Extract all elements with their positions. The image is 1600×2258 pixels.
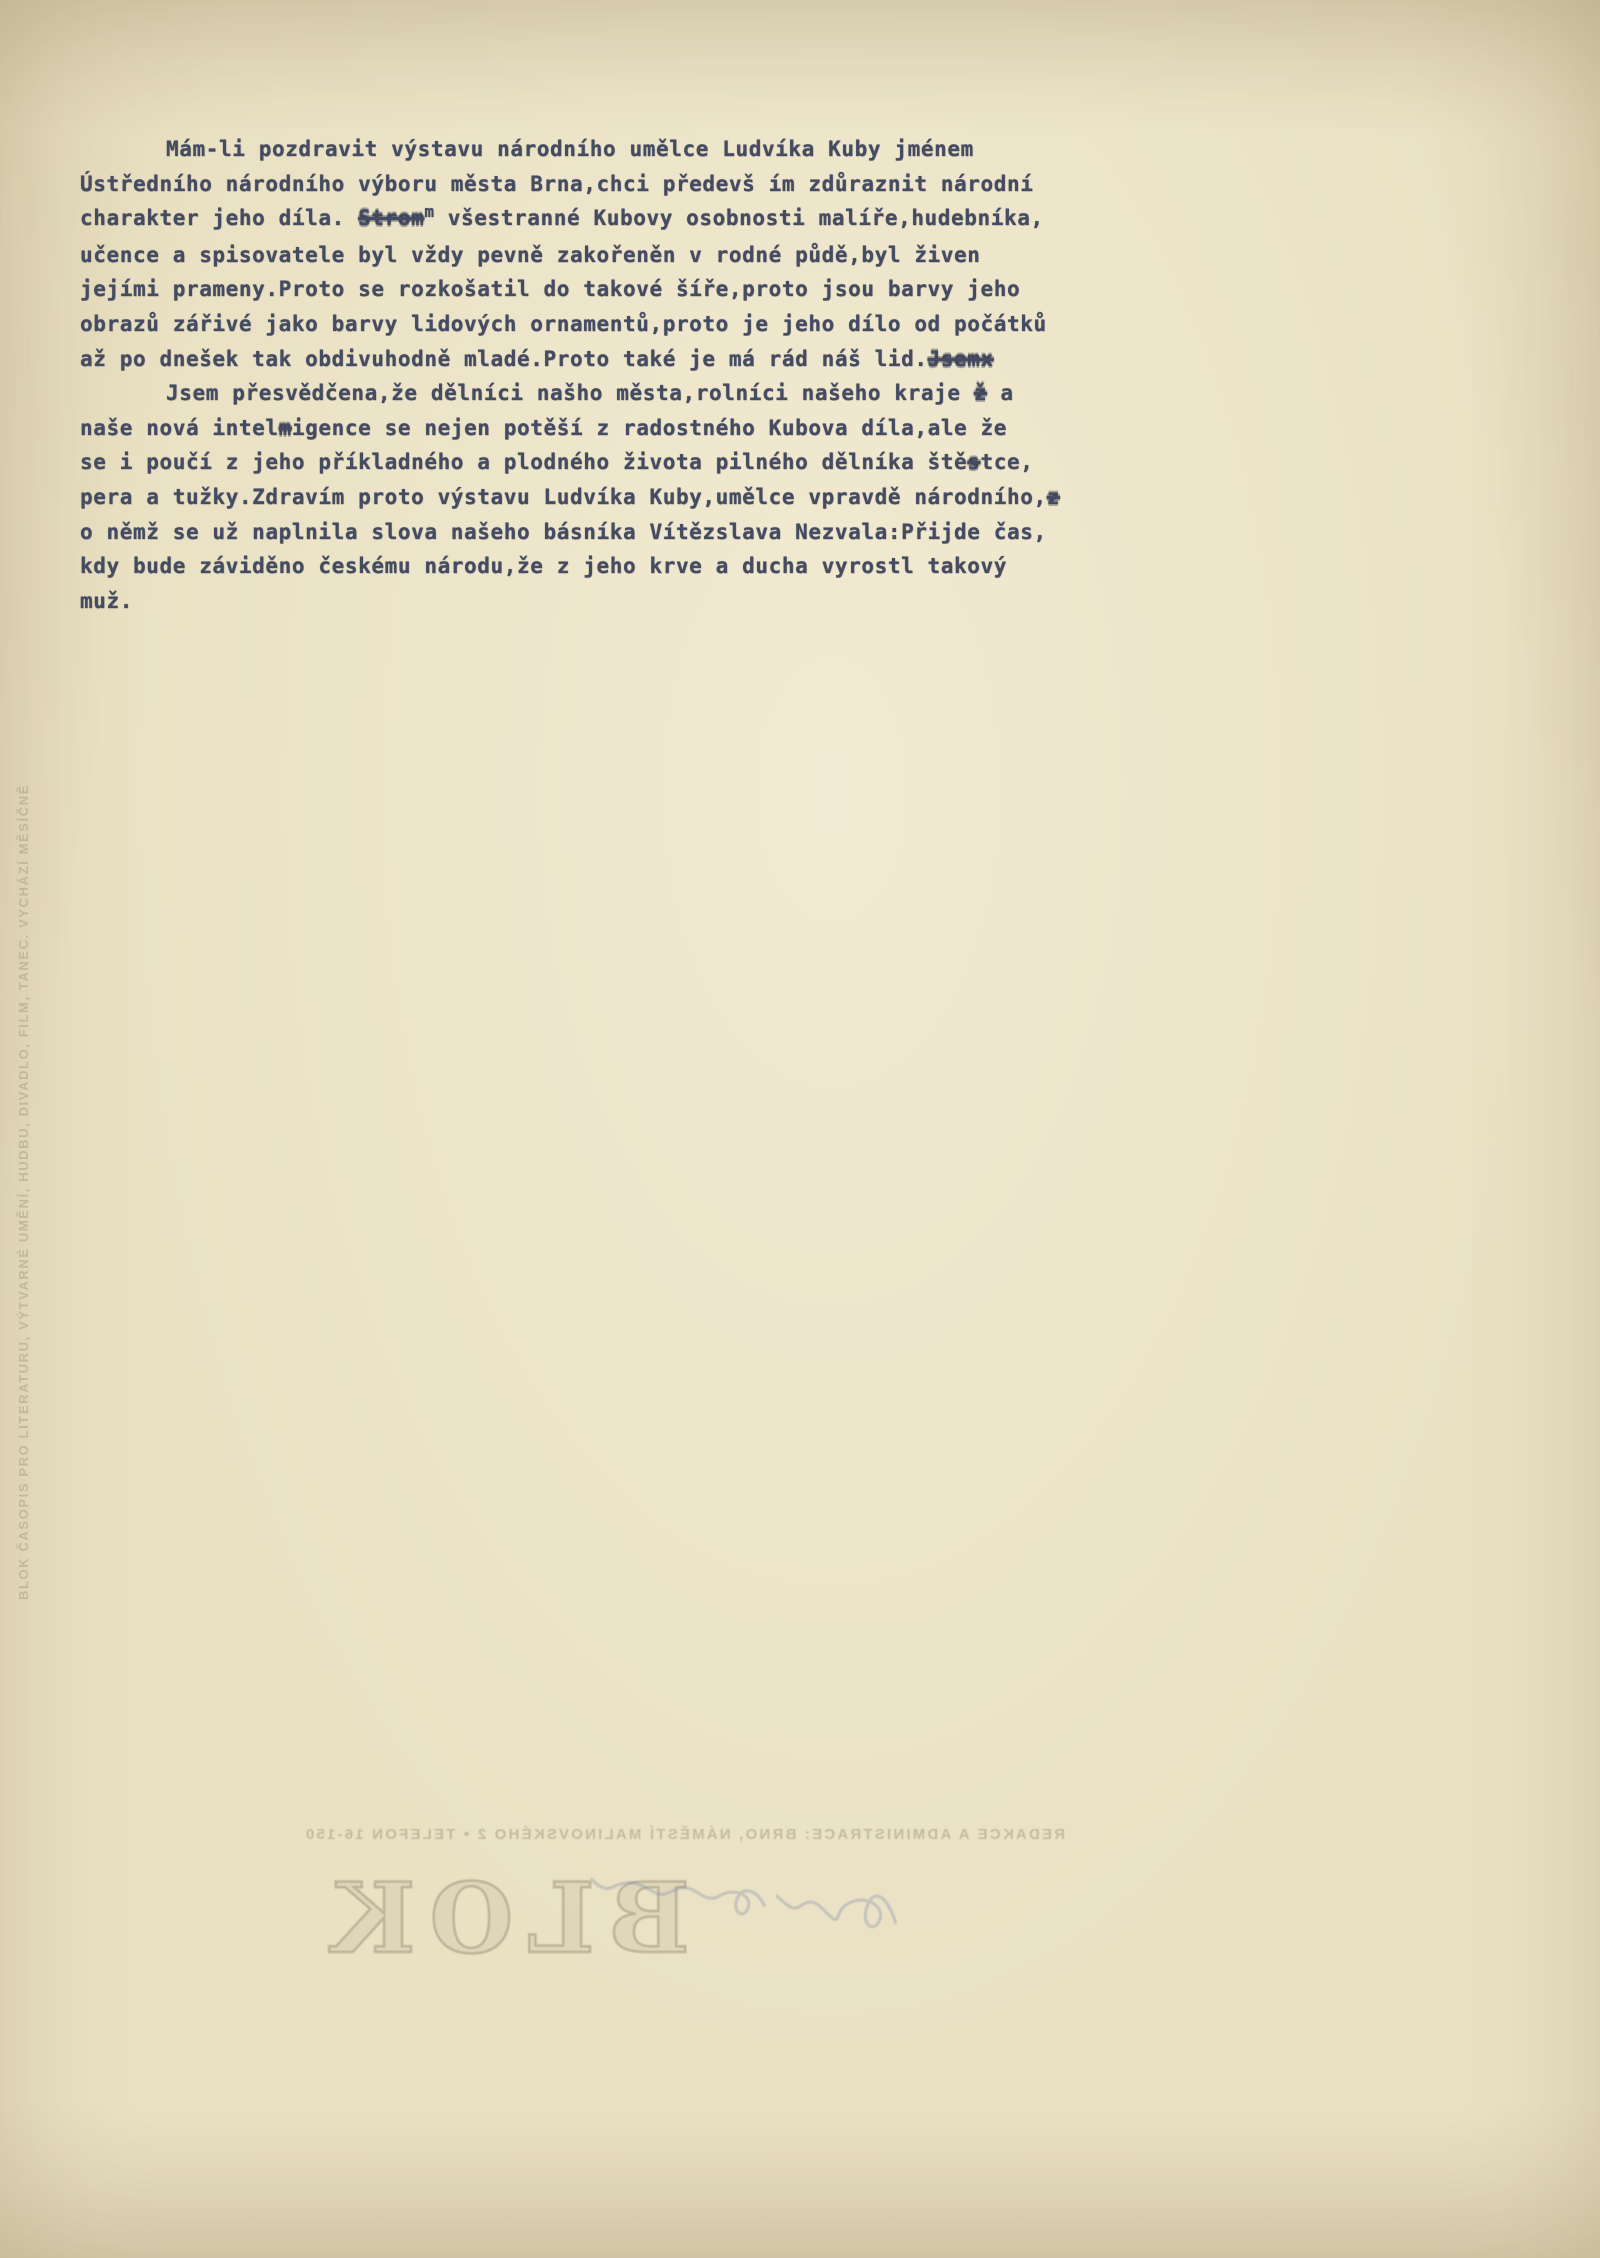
ghost-address-line: REDAKCE A ADMINISTRACE: BRNO, NÁMĚSTÍ MALINOVSKÉHO 2 • TELEFON 16-150 <box>303 1826 1065 1843</box>
typed-line <box>80 480 1110 515</box>
text-segment: až po dnešek tak obdivuhodně mladé.Proto také je má rád náš lid. <box>80 346 928 371</box>
typed-line <box>80 238 1110 273</box>
ghost-spine-text: BLOK ČASOPIS PRO LITERATURU, VÝTVARNÉ UMĚNÍ, HUDBU, DIVADLO, FILM, TANEC. VYCHÁZÍ MĚSÍČNĚ <box>16 783 31 1600</box>
text-segment: pera a tužky.Zdravím proto výstavu Ludvíka Kuby,umělce vpravdě národního, <box>80 484 1047 509</box>
text-segment: Strom <box>358 206 425 231</box>
text-segment: m <box>424 202 435 222</box>
typed-line <box>80 201 1110 238</box>
text-segment: naše nová intel <box>80 415 279 440</box>
text-segment: o němž se už naplnila slova našeho básníka Vítězslava Nezvala:Přijde čas, <box>80 519 1047 544</box>
text-segment: Mám-li pozdravit výstavu národního umělce Ludvíka Kuby jménem <box>166 137 974 161</box>
text-segment: Jsemx <box>927 346 994 371</box>
typed-line <box>80 584 1110 619</box>
text-segment: a <box>987 381 1014 406</box>
typed-line <box>80 411 1110 446</box>
text-segment: m <box>278 415 292 440</box>
text-segment: s <box>967 450 981 475</box>
typed-line <box>80 549 1110 584</box>
text-segment: z <box>1046 484 1060 509</box>
text-segment: charakter jeho díla. <box>80 206 359 231</box>
text-segment: ž <box>973 381 988 406</box>
typed-line <box>80 342 1110 377</box>
text-segment: Ústředního národního výboru města Brna,chci předevš ím zdůraznit národní <box>80 171 1034 196</box>
text-segment: kdy bude záviděno českému národu,že z jeho krve a ducha vyrostl takový <box>80 554 1008 579</box>
text-segment: igence se nejen potěší z radostného Kubova díla,ale že <box>291 415 1008 440</box>
typed-letter <box>80 132 1110 618</box>
text-segment: všestranné Kubovy osobnosti malíře,hudebníka, <box>434 206 1044 231</box>
text-segment: obrazů zářivé jako barvy lidových ornamentů,proto je jeho dílo od počátků <box>80 311 1047 336</box>
typed-line <box>80 376 1110 411</box>
typed-line <box>80 445 1110 480</box>
text-segment: se i poučí z jeho příkladného a plodného života pilného dělníka ště <box>80 450 968 475</box>
typed-line <box>80 167 1110 202</box>
text-segment: Jsem přesvědčena,že dělníci našho města,rolníci našeho kraje <box>166 381 974 406</box>
typed-line <box>80 307 1110 342</box>
text-segment: tce, <box>980 450 1034 475</box>
text-segment: učence a spisovatele byl vždy pevně zakořeněn v rodné půdě,byl živen <box>80 242 981 267</box>
text-segment: jejími prameny.Proto se rozkošatil do takové šíře,proto jsou barvy jeho <box>80 277 1021 302</box>
typed-line <box>80 132 1110 167</box>
text-segment: muž. <box>80 588 133 613</box>
typed-line <box>80 515 1110 550</box>
typed-line <box>80 272 1110 307</box>
ghost-masthead-blok: BLOK <box>318 1862 690 1975</box>
